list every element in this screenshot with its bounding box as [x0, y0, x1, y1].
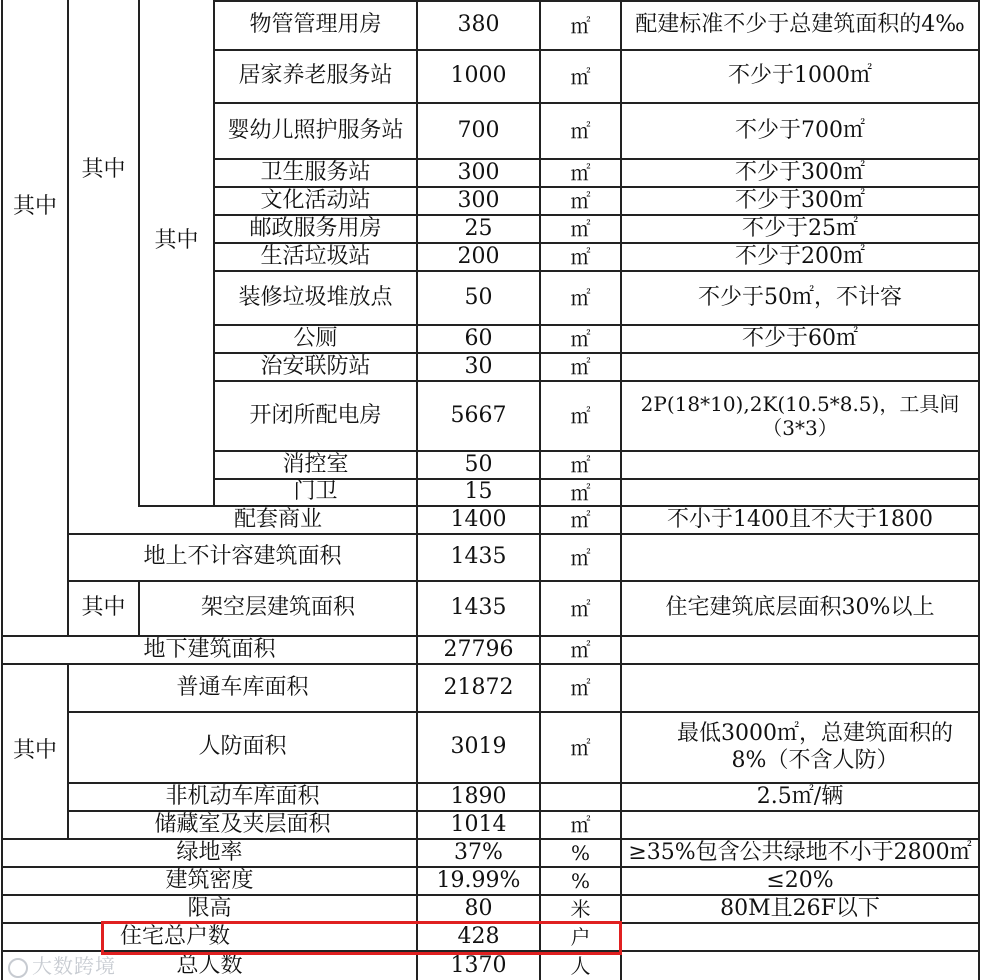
row-value: 3019 [450, 734, 507, 760]
row-name: 地上不计容建筑面积 [143, 544, 342, 570]
row-value: 1014 [450, 811, 507, 837]
row-name: 架空层建筑面积 [200, 595, 355, 621]
row-unit: ㎡ [570, 480, 591, 505]
row-value: 21872 [443, 674, 514, 700]
row-name: 地下建筑面积 [143, 636, 276, 662]
row-name: 门卫 [293, 479, 338, 505]
highlight-box [101, 921, 622, 955]
group-label: 其中 [81, 156, 126, 182]
row-note: 住宅建筑底层面积30%以上 [665, 595, 935, 621]
row-name: 建筑密度 [165, 867, 254, 893]
row-unit: ㎡ [570, 13, 591, 38]
group-label: 其中 [81, 595, 126, 621]
row-note [622, 480, 978, 505]
row-unit: ㎡ [570, 217, 591, 241]
row-note: 配建标准不少于总建筑面积的4‰ [635, 12, 965, 38]
row-name: 限高 [187, 895, 232, 921]
row-note [622, 812, 978, 838]
row-name: 文化活动站 [260, 187, 371, 213]
row-note [622, 354, 978, 380]
row-value: 50 [464, 284, 493, 310]
row-value: 200 [457, 243, 500, 269]
row-unit: ㎡ [570, 545, 591, 570]
row-name: 配套商业 [233, 506, 322, 532]
row-note: ≤20% [766, 867, 834, 893]
row-note: 2P(18*10),2K(10.5*8.5)，工具间（3*3） [640, 392, 960, 440]
row-name: 生活垃圾站 [260, 243, 371, 269]
row-name: 非机动车库面积 [165, 783, 320, 809]
row-note [622, 535, 978, 580]
row-name: 普通车库面积 [176, 674, 309, 700]
group-label: 其中 [12, 194, 57, 220]
row-name: 治安联防站 [260, 353, 371, 379]
row-unit: ㎡ [570, 453, 591, 477]
row-unit: ㎡ [570, 596, 591, 621]
row-note: 不少于300㎡ [735, 159, 865, 185]
row-value: 15 [464, 479, 493, 505]
row-value: 300 [457, 159, 500, 185]
row-note: 不少于25㎡ [742, 215, 858, 241]
row-unit: ㎡ [570, 64, 591, 89]
row-unit: ㎡ [570, 638, 591, 662]
row-note: 不小于1400且不大于1800 [667, 506, 933, 532]
row-note: 不少于200㎡ [735, 243, 865, 269]
row-name: 装修垃圾堆放点 [238, 284, 393, 310]
row-note: 不少于700㎡ [735, 117, 865, 143]
group-label: 其中 [12, 738, 57, 764]
row-name: 卫生服务站 [260, 159, 371, 185]
row-name: 住宅总户数 [119, 923, 230, 949]
row-name: 储藏室及夹层面积 [154, 811, 331, 837]
row-value: 27796 [443, 636, 514, 662]
row-value: 1400 [450, 506, 507, 532]
row-note: 不少于300㎡ [735, 187, 865, 213]
row-unit: ㎡ [570, 119, 591, 143]
watermark-icon [8, 958, 28, 978]
row-value: 1890 [450, 783, 507, 809]
row-value: 25 [464, 215, 493, 241]
row-unit: ㎡ [570, 735, 591, 760]
row-value: 700 [457, 117, 500, 143]
row-note: 80M且26F以下 [720, 895, 880, 921]
row-name: 邮政服务用房 [249, 215, 382, 241]
row-unit: 人 [570, 954, 591, 978]
row-unit: ㎡ [570, 245, 591, 269]
row-name: 婴幼儿照护服务站 [227, 117, 404, 143]
row-note [622, 952, 978, 980]
row-value: 300 [457, 187, 500, 213]
row-unit: ㎡ [570, 355, 591, 379]
row-unit: 米 [570, 897, 591, 921]
row-unit: ㎡ [570, 286, 591, 310]
row-name: 总人数 [176, 952, 243, 978]
row-note: 不少于50㎡，不计容 [698, 284, 902, 310]
row-value: 1000 [450, 63, 507, 89]
row-unit: ㎡ [570, 676, 591, 700]
row-unit: % [570, 869, 590, 893]
group-label: 其中 [154, 227, 199, 253]
row-unit: ㎡ [570, 508, 591, 532]
row-name: 居家养老服务站 [238, 63, 393, 89]
row-value: 380 [457, 12, 500, 38]
row-name: 开闭所配电房 [249, 402, 382, 428]
row-note [622, 637, 978, 663]
row-unit: ㎡ [570, 404, 591, 428]
row-unit [541, 784, 620, 810]
row-unit: ㎡ [570, 161, 591, 185]
row-note: 不少于60㎡ [742, 325, 858, 351]
row-value: 428 [457, 923, 500, 949]
row-name: 人防面积 [198, 734, 287, 760]
row-unit: % [570, 841, 590, 865]
row-value: 5667 [450, 402, 507, 428]
row-note: 2.5㎡/辆 [756, 783, 844, 809]
row-value: 60 [464, 325, 493, 351]
row-note: ≥35%包含公共绿地不小于2800㎡ [628, 839, 972, 865]
row-value: 30 [464, 353, 493, 379]
row-name: 物管管理用房 [249, 12, 382, 38]
row-note [622, 665, 978, 711]
table-border [978, 0, 980, 980]
row-name: 绿地率 [176, 839, 243, 865]
row-unit: 户 [570, 925, 591, 949]
watermark-text: 大数跨境 [32, 954, 116, 978]
row-value: 37% [454, 839, 503, 865]
row-note [622, 452, 978, 478]
row-note [622, 924, 978, 950]
row-value: 50 [464, 451, 493, 477]
row-note: 最低3000㎡，总建筑面积的8%（不含人防） [677, 721, 953, 773]
row-note: 不少于1000㎡ [728, 63, 872, 89]
watermark-logo [8, 950, 116, 979]
row-value: 80 [464, 895, 493, 921]
row-value: 19.99% [436, 867, 521, 893]
row-value: 1435 [450, 544, 507, 570]
row-value: 1435 [450, 595, 507, 621]
row-name: 消控室 [282, 451, 349, 477]
row-unit: ㎡ [570, 327, 591, 351]
row-unit: ㎡ [570, 189, 591, 213]
row-name: 公厕 [293, 325, 338, 351]
row-value: 1370 [450, 952, 507, 978]
row-unit: ㎡ [570, 813, 591, 837]
